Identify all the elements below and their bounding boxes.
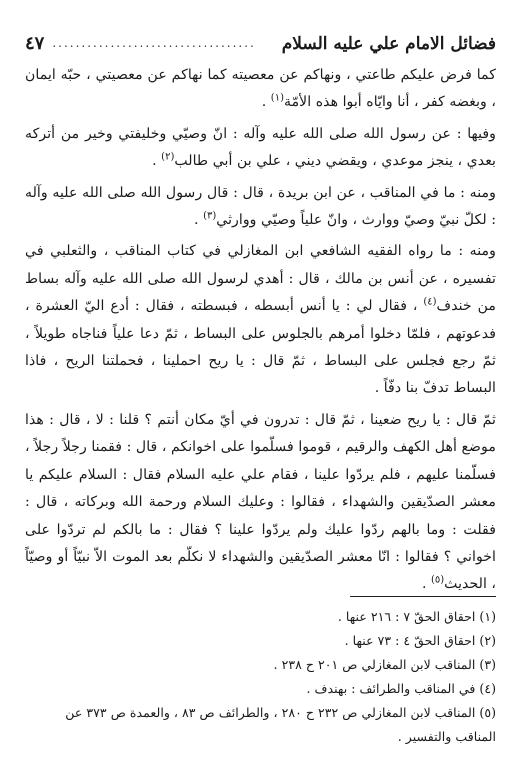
paragraph-2 (25, 121, 496, 176)
running-title: فضائل الامام علي عليه السلام (281, 34, 496, 54)
header-leader-dots: ................................... (52, 36, 256, 50)
footnote-ref-4[interactable]: (٤) (423, 296, 437, 308)
paragraph-tail: ، فقال لي : يا أنس أبسطه ، فبسطته ، فقال : أدع اليّ العشرة ، فدعوتهم ، فلمّا دخلوا أمرهم بالجلوس على البساط ، ثمّ دعا علياً فناجاه طويلاً ، ثمّ رجع فجلس على البساط ، ثمّ قال : يا ريح احملينا ، فحملتنا الريح ، فاذا البساط تدفّ بنا دفّاً . (25, 298, 496, 397)
footnote-ref-5[interactable]: (٥) (430, 574, 445, 586)
footnote-3: (٣) المناقب لابن المغازلي ص ٢٠١ ح ٢٣٨ . (273, 657, 496, 672)
paragraph-tail: . (194, 212, 204, 229)
footnote-5: (٥) المناقب لابن المغازلي ص ٢٣٢ ح ٢٨٠ ، والطرائف ص ٨٣ ، والعمدة ص ٣٧٣ عن المناقب والتفسير . (65, 705, 496, 744)
paragraph-3 (25, 180, 496, 235)
footnote-ref-3[interactable]: (٣) (203, 210, 217, 222)
page-number: ٤٧ (25, 33, 45, 54)
paragraph-1 (25, 62, 496, 117)
main-text (25, 62, 496, 599)
paragraph-text: ومنه : ما في المناقب ، عن ابن بريدة ، قال : قال رسول الله صلى الله عليه وآله : لكلّ نبيّ وصيّ ووارث ، وانّ علياً وصيّي ووارثي (25, 184, 496, 229)
footnote-2: (٢) احقاق الحقّ ٤ : ٧٣ عنها . (344, 633, 496, 648)
paragraph-4 (25, 238, 496, 402)
paragraph-tail: . (421, 576, 431, 593)
paragraph-text: وفيها : عن رسول الله صلى الله عليه وآله : انّ وصيّي وخليفتي وخير من أتركه بعدي ، ينجز موعدي ، ويقضي ديني ، علي بن أبي طالب (25, 125, 496, 170)
footnote-1: (١) احقاق الحقّ ٧ : ٢١٦ عنها . (337, 609, 496, 624)
footnote-divider (350, 596, 496, 597)
running-header (25, 24, 496, 54)
paragraph-text: ومنه : ما رواه الفقيه الشافعي ابن المغازلي في كتاب المناقب ، والثعلبي في تفسيره ، عن أنس بن مالك ، قال : أهدي لرسول الله صلى الله عليه وآله بساط من خندف (25, 243, 496, 315)
paragraph-text: ثمّ قال : يا ريح ضعينا ، ثمّ قال : تدرون في أيّ مكان أنتم ؟ قلنا : لا ، قال : هذا موضع أهل الكهف والرقيم ، قوموا فسلّموا على اخوانكم ، قال : فقمنا رجلاً رجلاً ، فسلّمنا عليهم ، فلم يردّوا علينا ، فقام علي عليه السلام فقال : السلام عليكم يا معشر الصدّيقين والشهداء ، فقالوا : وعليك السلام ورحمة الله وبركاته ، قال : فقلت : وما بالهم ردّوا عليك ولم يردّوا علينا ؟ فقال : ما بالكم لم تردّوا على اخواني ؟ فقالوا : انّا معشر الصدّيقين والشهداء لا نكلّم بعد الموت الاّ نبيّاً أو وصيّاً ، الحديث (25, 411, 496, 593)
footnote-ref-2[interactable]: (٢) (161, 151, 175, 163)
paragraph-5 (25, 407, 496, 599)
footnotes-section (25, 596, 496, 749)
paragraph-tail: . (261, 94, 271, 111)
paragraph-text: كما فرض عليكم طاعتي ، ونهاكم عن معصيته كما نهاكم عن معصيتي ، حبّه ايمان ، وبغضه كفر ، أنا وايّاه أبوا هذه الأمّة (25, 67, 496, 111)
footnote-ref-1[interactable]: (١) (270, 92, 284, 104)
paragraph-tail: . (152, 153, 162, 170)
footnote-4: (٤) في المناقب والطرائف : بهندف . (306, 681, 496, 696)
